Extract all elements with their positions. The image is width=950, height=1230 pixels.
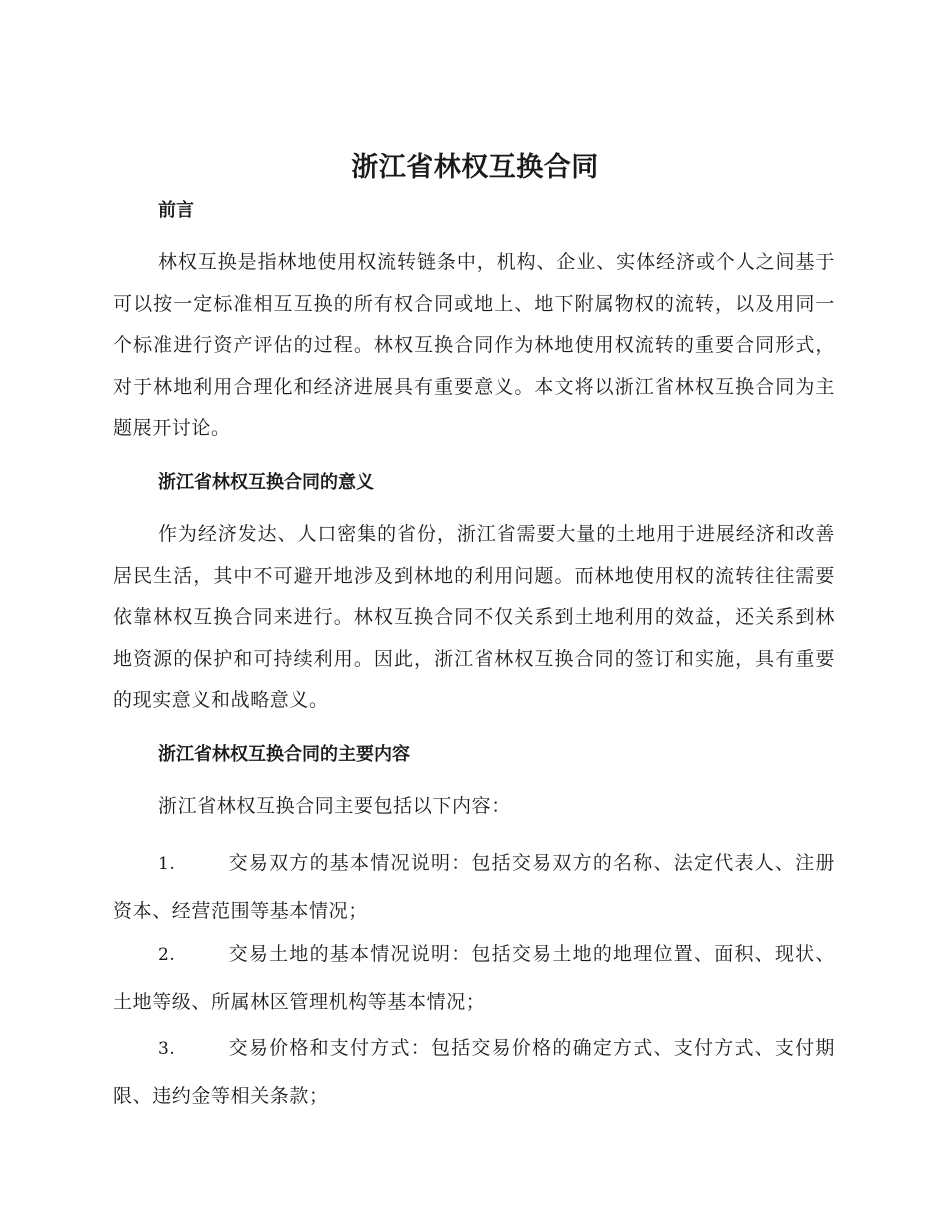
section-heading-significance: 浙江省林权互换合同的意义 — [158, 472, 374, 493]
list-item — [113, 931, 835, 1026]
main-content-intro: 浙江省林权互换合同主要包括以下内容： — [158, 795, 511, 817]
list-item-number: 3. — [158, 1039, 176, 1059]
list-item — [113, 1025, 835, 1120]
list-item-text: 交易价格和支付方式：包括交易价格的确定方式、支付方式、支付期限、违约金等相关条款； — [113, 1037, 835, 1107]
section-heading-main-content: 浙江省林权互换合同的主要内容 — [158, 744, 410, 765]
list-item-text: 交易双方的基本情况说明：包括交易双方的名称、法定代表人、注册资本、经营范围等基本情况； — [113, 852, 835, 922]
list-item — [113, 840, 835, 935]
list-item-text: 交易土地的基本情况说明：包括交易土地的地理位置、面积、现状、土地等级、所属林区管理机构等基本情况； — [113, 943, 835, 1013]
section-heading-preface: 前言 — [158, 200, 194, 221]
list-item-number: 2. — [158, 945, 176, 965]
significance-paragraph: 作为经济发达、人口密集的省份，浙江省需要大量的土地用于进展经济和改善居民生活，其中不可避开地涉及到林地的利用问题。而林地使用权的流转往往需要依靠林权互换合同来进行。林权互换合同不仅关系到土地利用的效益，还关系到林地资源的保护和可持续利用。因此，浙江省林权互换合同的签订和实施，具有重要的现实意义和战略意义。 — [113, 523, 835, 711]
preface-paragraph: 林权互换是指林地使用权流转链条中，机构、企业、实体经济或个人之间基于可以按一定标准相互互换的所有权合同或地上、地下附属物权的流转，以及用同一个标准进行资产评估的过程。林权互换合同作为林地使用权流转的重要合同形式，对于林地利用合理化和经济进展具有重要意义。本文将以浙江省林权互换合同为主题展开讨论。 — [113, 251, 835, 439]
list-item-number: 1. — [158, 854, 176, 874]
document-title: 浙江省林权互换合同 — [351, 152, 599, 183]
